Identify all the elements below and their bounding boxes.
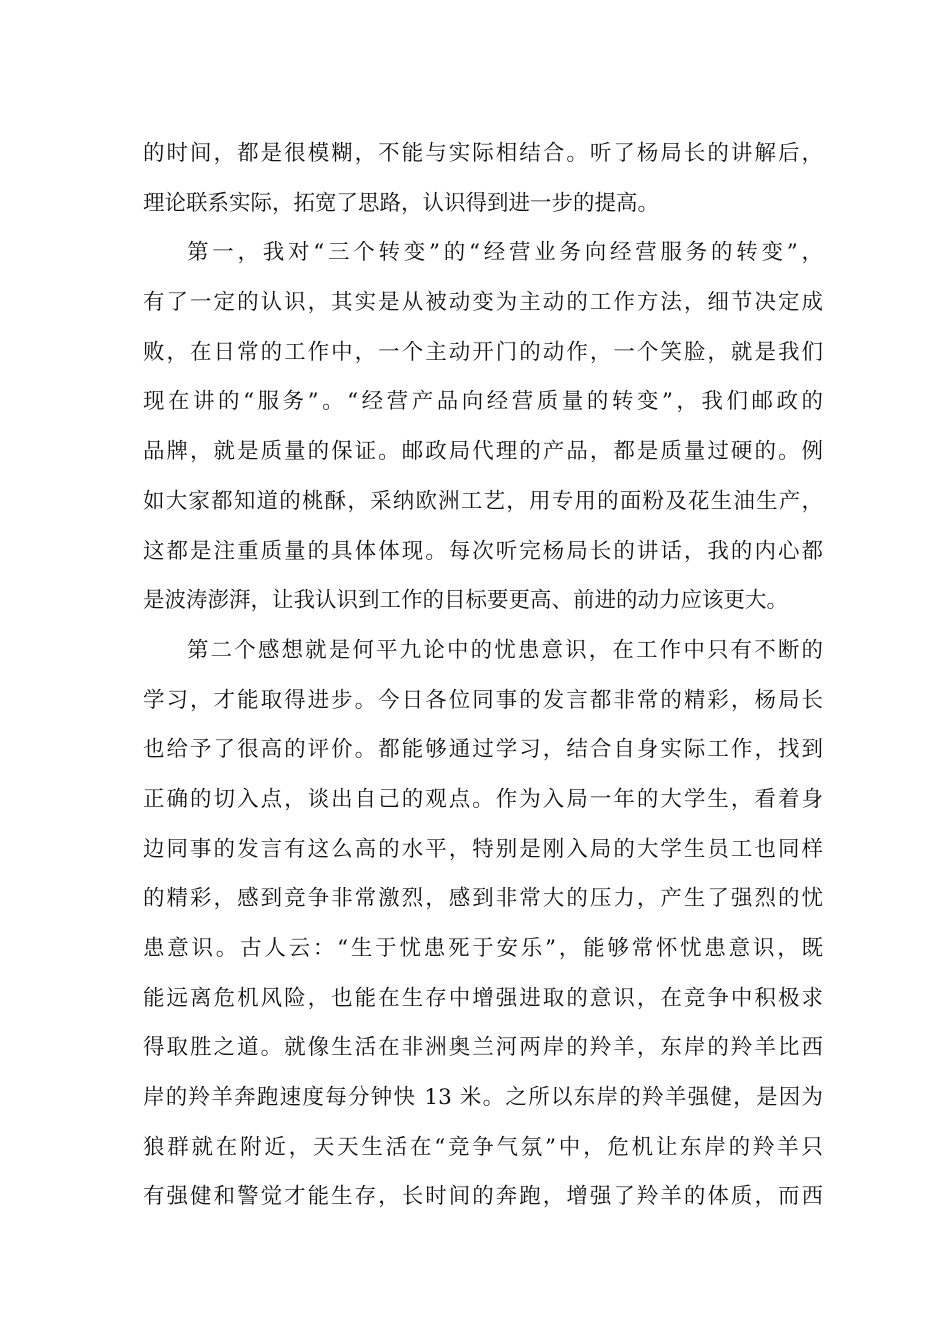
text-line: 品牌，就是质量的保证。邮政局代理的产品，都是质量过硬的。例 [143, 439, 823, 465]
text-line: 有了一定的认识，其实是从被动变为主动的工作方法，细节决定成 [143, 290, 823, 316]
text-line: 患意识。古人云：“生于忧患死于安乐”，能够常怀忧患意识，既 [143, 936, 823, 961]
text-line: 这都是注重质量的具体体现。每次听完杨局长的讲话，我的内心都 [143, 538, 823, 564]
text-line: 是波涛澎湃，让我认识到工作的目标要更高、前进的动力应该更大。 [143, 588, 789, 614]
text-line: 得取胜之道。就像生活在非洲奥兰河两岸的羚羊，东岸的羚羊比西 [143, 1035, 823, 1061]
text-line: 败，在日常的工作中，一个主动开门的动作，一个笑脸，就是我们 [143, 339, 823, 365]
text-line: 边同事的发言有这么高的水平，特别是刚入局的大学生员工也同样 [143, 836, 823, 862]
text-line: 狼群就在附近，天天生活在“竞争气氛”中，危机让东岸的羚羊只 [143, 1134, 823, 1160]
text-line: 能远离危机风险，也能在生存中增强进取的意识，在竞争中积极求 [143, 985, 823, 1011]
text-line: 岸的羚羊奔跑速度每分钟快 13 米。之所以东岸的羚羊强健，是因为 [143, 1085, 823, 1111]
text-line: 的时间，都是很模糊，不能与实际相结合。听了杨局长的讲解后， [143, 141, 823, 166]
text-line: 第二个感想就是何平九论中的忧患意识，在工作中只有不断的 [187, 637, 823, 663]
text-line: 学习，才能取得进步。今日各位同事的发言都非常的精彩，杨局长 [143, 687, 823, 713]
text-line: 如大家都知道的桃酥，采纳欧洲工艺，用专用的面粉及花生油生产， [143, 488, 823, 514]
text-line: 正确的切入点，谈出自己的观点。作为入局一年的大学生，看着身 [143, 786, 823, 812]
document-body-text [143, 129, 823, 1222]
text-line: 也给予了很高的评价。都能够通过学习，结合自身实际工作，找到 [143, 737, 823, 763]
text-line: 有强健和警觉才能生存，长时间的奔跑，增强了羚羊的体质，而西 [143, 1184, 823, 1210]
text-line: 理论联系实际，拓宽了思路，认识得到进一步的提高。 [143, 190, 660, 216]
text-line: 现在讲的“服务”。“经营产品向经营质量的转变”，我们邮政的 [143, 389, 823, 415]
text-line: 第一，我对“三个转变”的“经营业务向经营服务的转变”， [187, 240, 823, 266]
text-line: 的精彩，感到竞争非常激烈，感到非常大的压力，产生了强烈的忧 [143, 886, 823, 912]
